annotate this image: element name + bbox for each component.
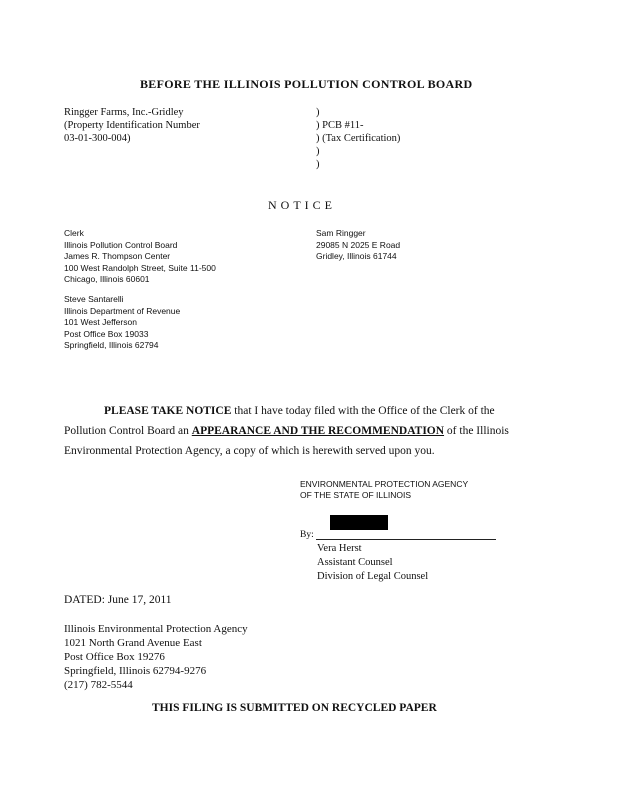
case-info-line: )	[316, 146, 320, 157]
notice-heading: NOTICE	[268, 198, 336, 212]
recycled-paper-note: THIS FILING IS SUBMITTED ON RECYCLED PAPER	[152, 702, 437, 714]
petitioner-line: 03-01-300-004)	[64, 133, 131, 144]
filing-title: APPEARANCE AND THE RECOMMENDATION	[191, 425, 445, 437]
address-line: Springfield, Illinois 62794	[64, 340, 159, 350]
document-caption: BEFORE THE ILLINOIS POLLUTION CONTROL BOARD	[140, 77, 473, 91]
case-info-line: )	[316, 107, 320, 118]
service-address-clerk	[64, 228, 216, 286]
agency-address	[64, 622, 248, 692]
signature-block	[317, 542, 428, 584]
address-line: Illinois Environmental Protection Agency	[64, 623, 248, 635]
petitioner-line: (Property Identification Number	[64, 120, 200, 131]
signature-by-label: By:	[300, 530, 314, 540]
address-line: Post Office Box 19276	[64, 651, 165, 663]
address-line: 101 West Jefferson	[64, 317, 137, 327]
address-line: 29085 N 2025 E Road	[316, 239, 401, 250]
case-info-line: ) (Tax Certification)	[316, 133, 401, 144]
address-line: 1021 North Grand Avenue East	[64, 637, 202, 649]
address-line: Springfield, Illinois 62794-9276	[64, 665, 207, 677]
petitioner-line: Ringger Farms, Inc.-Gridley	[64, 107, 184, 118]
service-address-ringger	[316, 228, 400, 263]
address-line: Illinois Pollution Control Board	[64, 239, 178, 250]
address-line: Chicago, Illinois 60601	[64, 274, 150, 284]
notice-body-line-2	[64, 425, 509, 437]
signer-division: Division of Legal Counsel	[317, 571, 429, 582]
date-line: DATED: June 17, 2011	[64, 594, 172, 606]
address-line: Gridley, Illinois 61744	[316, 251, 397, 261]
signature-line	[316, 539, 496, 540]
notice-body-line-1	[104, 405, 495, 417]
address-line: 100 West Randolph Street, Suite 11-500	[64, 262, 216, 273]
address-line: Clerk	[64, 228, 84, 238]
case-info-line: )	[316, 159, 320, 170]
address-line: James R. Thompson Center	[64, 251, 171, 261]
notice-body-line-3: Environmental Protection Agency, a copy of which is herewith served upon you.	[64, 445, 435, 457]
redacted-signature	[330, 515, 388, 530]
agency-line: OF THE STATE OF ILLINOIS	[300, 490, 411, 500]
notice-text: Pollution Control Board an	[64, 425, 192, 437]
notice-lead: PLEASE TAKE NOTICE	[104, 405, 232, 417]
signer-title: Assistant Counsel	[317, 557, 393, 568]
phone-number: (217) 782-5544	[64, 679, 133, 691]
case-info-line: ) PCB #11-	[316, 120, 364, 131]
notice-text: that I have today filed with the Office of the Clerk of the	[231, 405, 495, 417]
address-line: Sam Ringger	[316, 228, 366, 238]
notice-text: of the Illinois	[444, 425, 509, 437]
signer-name: Vera Herst	[317, 543, 362, 554]
agency-line: ENVIRONMENTAL PROTECTION AGENCY	[300, 479, 469, 489]
petitioner-block	[64, 106, 200, 145]
case-info-block	[316, 106, 400, 171]
address-line: Illinois Department of Revenue	[64, 305, 181, 316]
address-line: Steve Santarelli	[64, 294, 124, 304]
address-line: Post Office Box 19033	[64, 328, 149, 339]
service-address-revenue	[64, 294, 180, 352]
agency-name	[300, 479, 468, 501]
